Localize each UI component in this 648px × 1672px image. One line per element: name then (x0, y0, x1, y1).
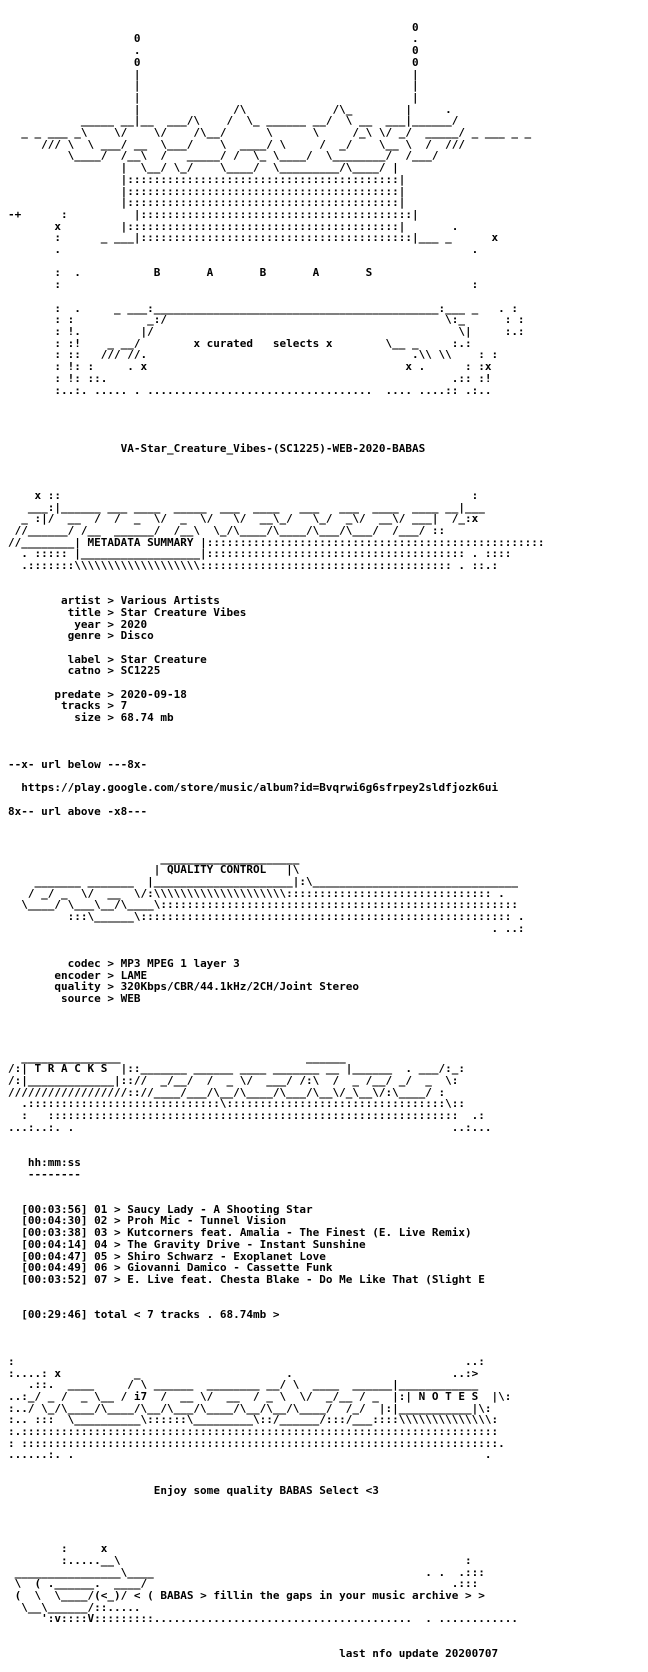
logo-caption-block: : . _ ___:___________________________________________:___ _ . : : : _:/ \:_ : : : !. |/ \| :.: : :! _ __/ x curated selects x \__ _ :.: : :: /// //. .\\ \\ : : : !: : . x x . : :x : !: ::. .:: :! :..:. ..... . .................................. .... ....:: .:.. (54, 301, 525, 397)
url-line[interactable] (8, 782, 544, 794)
logo-side-mark: x (54, 219, 61, 233)
track-title: Shiro Schwarz - Exoplanet Love (127, 1249, 326, 1263)
track-title: Proh Mic - Tunnel Vision (127, 1214, 287, 1228)
quality-value: 320Kbps/CBR/44.1kHz/2CH/Joint Stereo (120, 980, 360, 994)
track-number: 01 (94, 1202, 108, 1216)
track-time: [00:03:38] (21, 1226, 88, 1240)
track-time: [00:03:56] (21, 1202, 88, 1216)
logo-caption: x curated selects x (193, 336, 333, 350)
metadata-value: Disco (120, 629, 154, 643)
logo-letters: : . B A B A S : : (8, 266, 479, 292)
metadata-row: size > 68.74 mb (8, 711, 174, 725)
metadata-value: SC1225 (120, 664, 161, 678)
metadata-key: catno (8, 664, 101, 678)
metadata-list (8, 595, 544, 735)
logo-art-line: 0 . (133, 32, 419, 46)
metadata-row: tracks > 7 (8, 699, 128, 713)
logo-art-line: \____/ /__\ / _____/ / \_ \____/ \________/ /___/ (67, 149, 439, 163)
track-row: [00:04:30] 02 > Proh Mic - Tunnel Vision (21, 1214, 287, 1228)
metadata-row: title > Star Creature Vibes (8, 605, 247, 619)
metadata-row: year > 2020 (8, 617, 148, 631)
metadata-key: year (8, 617, 101, 631)
logo-art-line: | | (133, 67, 419, 81)
tracks-banner: _______________ ______ /:| T R A C K S |::_______ ______ ____ _______ __ |______ . ___/:_: /:|_____________|::// _/__/ / _ \/ ___/ /:\ / _ /__/ _/ _ \: //////////////////:://____/___/\__/\____/\___/\__\/_\__\/:\____/ : .:::::::::::::::::::::::::::::\:::::::::::::::::::::::::::::::::\:: : :::::::::::::::::::::::::::::::::::::::::::::::::::::::::::::: .: ...:..:. . ..:... (8, 1050, 492, 1134)
metadata-key: artist (8, 594, 101, 608)
quality-value: MP3 MPEG 1 layer 3 (120, 956, 240, 970)
track-title: The Gravity Drive - Instant Sunshine (127, 1237, 366, 1251)
tracks-total: [00:29:46] total < 7 tracks . 68.74mb > (21, 1308, 280, 1322)
track-number: 02 (94, 1214, 108, 1228)
track-title: Saucy Lady - A Shooting Star (127, 1202, 313, 1216)
logo-art-line: _ _ ___ _\ \/ \/ /\__/ \ \ /_\ \/ _/ _____/ _ ___ _ _ (21, 126, 532, 140)
metadata-row: predate > 2020-09-18 (8, 687, 187, 701)
release-name-text: VA-Star_Creature_Vibes-(SC1225)-WEB-2020-BABAS (120, 442, 426, 456)
metadata-header-label: METADATA SUMMARY (80, 535, 201, 549)
metadata-key: tracks (8, 699, 101, 713)
metadata-value: 2020 (120, 617, 148, 631)
metadata-key: genre (8, 629, 101, 643)
quality-list (8, 958, 544, 1028)
metadata-row: label > Star Creature (8, 652, 207, 666)
tracks-header-label: T R A C K S (27, 1062, 114, 1076)
metadata-value: 2020-09-18 (120, 687, 187, 701)
last-update: last nfo update 20200707 (339, 1647, 499, 1661)
track-number: 03 (94, 1226, 108, 1240)
track-row: [00:03:52] 07 > E. Live feat. Chesta Blake - Do Me Like That (Slight E (21, 1272, 485, 1286)
track-title: E. Live feat. Chesta Blake - Do Me Like That (Slight E (127, 1272, 485, 1286)
tracks-column-header: hh:mm:ss -------- (27, 1155, 81, 1181)
track-row: [00:03:56] 01 > Saucy Lady - A Shooting Star (21, 1202, 313, 1216)
logo-art-line: /// \ \ ___/ __ \___/ \ ____/ \ / _/ \__ \ / /// (41, 137, 465, 151)
release-name (8, 443, 544, 455)
logo-art-line: | /\ /\_ | . (133, 102, 452, 116)
logo-art-line: 0 (411, 20, 419, 34)
track-row: [00:04:14] 04 > The Gravity Drive - Instant Sunshine (21, 1237, 366, 1251)
logo-art-line: | | (133, 79, 419, 93)
metadata-banner: x :: : ___:|______ ___ ____ _____ ___ ____ ___ ___ ____ ____ __|___ _ :|/ __ / / _ \/ _ \/ \/ __\_/ \_/ _\/ __\/ ___| /_:x //______/ /__ ______/ /__\ \_/\____/\____/\___/\___/ /___/ :: //________| METADATA SUMMARY |::::::::::::::::::::::::::::::::::::::::::::::::::: . ::::: |__________________|::::::::::::::::::::::::::::::::::::::: . :::: .:::::::\\\\\\\\\\\\\\\\\\\:::::::::::::::::::::::::::::::::::::: . ::.: (8, 488, 545, 573)
logo-side-mark: -+ (8, 207, 22, 221)
album-url[interactable]: https://play.google.com/store/music/album?id=Bvqrwi6g6sfrpey2sldfjozk6ui (21, 781, 499, 795)
quality-key: source (8, 992, 101, 1006)
logo-art-line: |:::::::::::::::::::::::::::::::::::::::::| (120, 196, 406, 210)
metadata-value: Star Creature (120, 652, 207, 666)
notes-text: Enjoy some quality BABAS Select <3 (153, 1483, 379, 1497)
logo-art-line: |:::::::::::::::::::::::::::::::::::::::::| (120, 172, 406, 186)
quality-key: quality (8, 980, 101, 994)
track-time: [00:04:30] (21, 1214, 88, 1228)
track-number: 05 (94, 1249, 108, 1263)
track-row: [00:04:47] 05 > Shiro Schwarz - Exoplanet Love (21, 1249, 326, 1263)
metadata-key: label (8, 652, 101, 666)
track-title: Giovanni Damico - Cassette Funk (127, 1261, 333, 1275)
metadata-row: catno > SC1225 (8, 664, 161, 678)
metadata-value: Star Creature Vibes (120, 605, 247, 619)
notes-banner: : ..: :....: x _ . ..:> .::. ____ / \ ______ ________ __/ \ ____ ______|____________ ..:_/ _ / _ \__ / i7 / __ \/ __ / _ \ \/ _/__ / _ |:| N O T E S |\: :../ \_/\____/\____/\__/\___/\____/\__/\__/\____/ /_/ |:|___________|\: :.. ::: \__________\::::::\_________\::/______/:::/___::::\\\\\\\\\\\\\\: :.:::::::::::::::::::::::::::::::::::::::::::::::::::::::::::::::::::::::: : ::::::::::::::::::::::::::::::::::::::::::::::::::::::::::::::::::::::::. ......:. . . (8, 1354, 512, 1462)
track-title: Kutcorners feat. Amalia - The Finest (E. Live Remix) (127, 1226, 472, 1240)
quality-row: encoder > LAME (8, 968, 148, 982)
url-cut-top: --x- url below ---8x- (8, 758, 148, 771)
metadata-key: size (8, 711, 101, 725)
quality-row: source > WEB (8, 992, 141, 1006)
quality-banner: _____________________ | QUALITY CONTROL |\ _______ _______ |_____________________|:\_______________________________ / _/ _ \/ __ \/:\\\\\\\\\\\\\\\\\\\\::::::::::::::::::::::::::::::: . \____/ \___\__/\____\:::::::::::::::::::::::::::::::::::::::::::::::::::::: :::\______\:::::::::::::::::::::::::::::::::::::::::::::::::::::::: . . ..: (21, 851, 525, 935)
track-number: 07 (94, 1272, 108, 1286)
metadata-key: predate (8, 687, 101, 701)
logo-art-line: | | (133, 90, 419, 104)
metadata-row: genre > Disco (8, 629, 154, 643)
metadata-row: artist > Various Artists (8, 594, 220, 608)
logo-art: 0 0 . . 0 0 0 | | | | | | | /\ /\_ | . _____ __|__ ___/\ / \_ ______ __/ \ __ ___|______/ _ _ ___ _\ \/ \/ /\__/ \ \ /_\ \/ _/ _____/ _ ___ _ _ /// \ \ ___/ __ \___/ \ ____/ \ / _/ \__ \ / /// \____/ /__\ / _____/ / \_ \____/ \________/ /___/ | \__/ \_/ \____/ \_________/\____/ | |:::::::::::::::::::::::::::::::::::::::::| |:::::::::::::::::::::::::::::::::::::::::| |:::::::::::::::::::::::::::::::::::::::::| -+ : |:::::::::::::::::::::::::::::::::::::::::| x |:::::::::::::::::::::::::::::::::::::::::| . : _ ___|:::::::::::::::::::::::::::::::::::::::::|___ _ x . . (8, 20, 532, 257)
track-row: [00:03:38] 03 > Kutcorners feat. Amalia - The Finest (E. Live Remix) (21, 1226, 472, 1240)
quality-key: encoder (8, 968, 101, 982)
track-number: 04 (94, 1237, 108, 1251)
track-time: [00:04:49] (21, 1261, 88, 1275)
metadata-value: Various Artists (120, 594, 220, 608)
quality-row: quality > 320Kbps/CBR/44.1kHz/2CH/Joint Stereo (8, 980, 360, 994)
track-time: [00:03:52] (21, 1272, 88, 1286)
footer-art: : x :.....__\ : ________________\____ . . .::: \ ( .______. ____/ .::: ( \ \____/(<_)/ < ( BABAS > fillin the gaps in your music archive > > \__\______/::..... ':v::::V:::::::::....................................... . ............ (14, 1542, 518, 1626)
logo-art-line: . 0 (133, 44, 419, 58)
footer-slogan: < ( BABAS > fillin the gaps in your music archive > > (133, 1588, 485, 1602)
track-number: 06 (94, 1261, 108, 1275)
nfo-document (8, 10, 544, 1672)
track-time: [00:04:14] (21, 1237, 88, 1251)
metadata-value: 68.74 mb (120, 711, 174, 725)
track-row: [00:04:49] 06 > Giovanni Damico - Cassette Funk (21, 1261, 333, 1275)
logo-art-line: _____ __|__ ___/\ / \_ ______ __/ \ __ ___|______/ (80, 114, 459, 128)
quality-key: codec (8, 956, 101, 970)
logo-art-line: 0 0 (133, 55, 419, 69)
quality-value: LAME (120, 968, 148, 982)
quality-header-label: QUALITY CONTROL (160, 863, 273, 877)
track-time: [00:04:47] (21, 1249, 88, 1263)
logo-side-mark: x (491, 231, 499, 245)
quality-value: WEB (120, 992, 141, 1006)
quality-row: codec > MP3 MPEG 1 layer 3 (8, 956, 240, 970)
notes-header-label: N O T E S (411, 1389, 485, 1403)
logo-babas-letters: B A B A S (113, 266, 373, 280)
logo-art-line: | \__/ \_/ \____/ \_________/\____/ | (120, 161, 399, 175)
logo-art-line: |:::::::::::::::::::::::::::::::::::::::::| (120, 184, 406, 198)
tracklist (8, 1204, 544, 1298)
metadata-key: title (8, 605, 101, 619)
metadata-value: 7 (120, 699, 128, 713)
url-cut-bottom: 8x-- url above -x8--- (8, 804, 148, 818)
